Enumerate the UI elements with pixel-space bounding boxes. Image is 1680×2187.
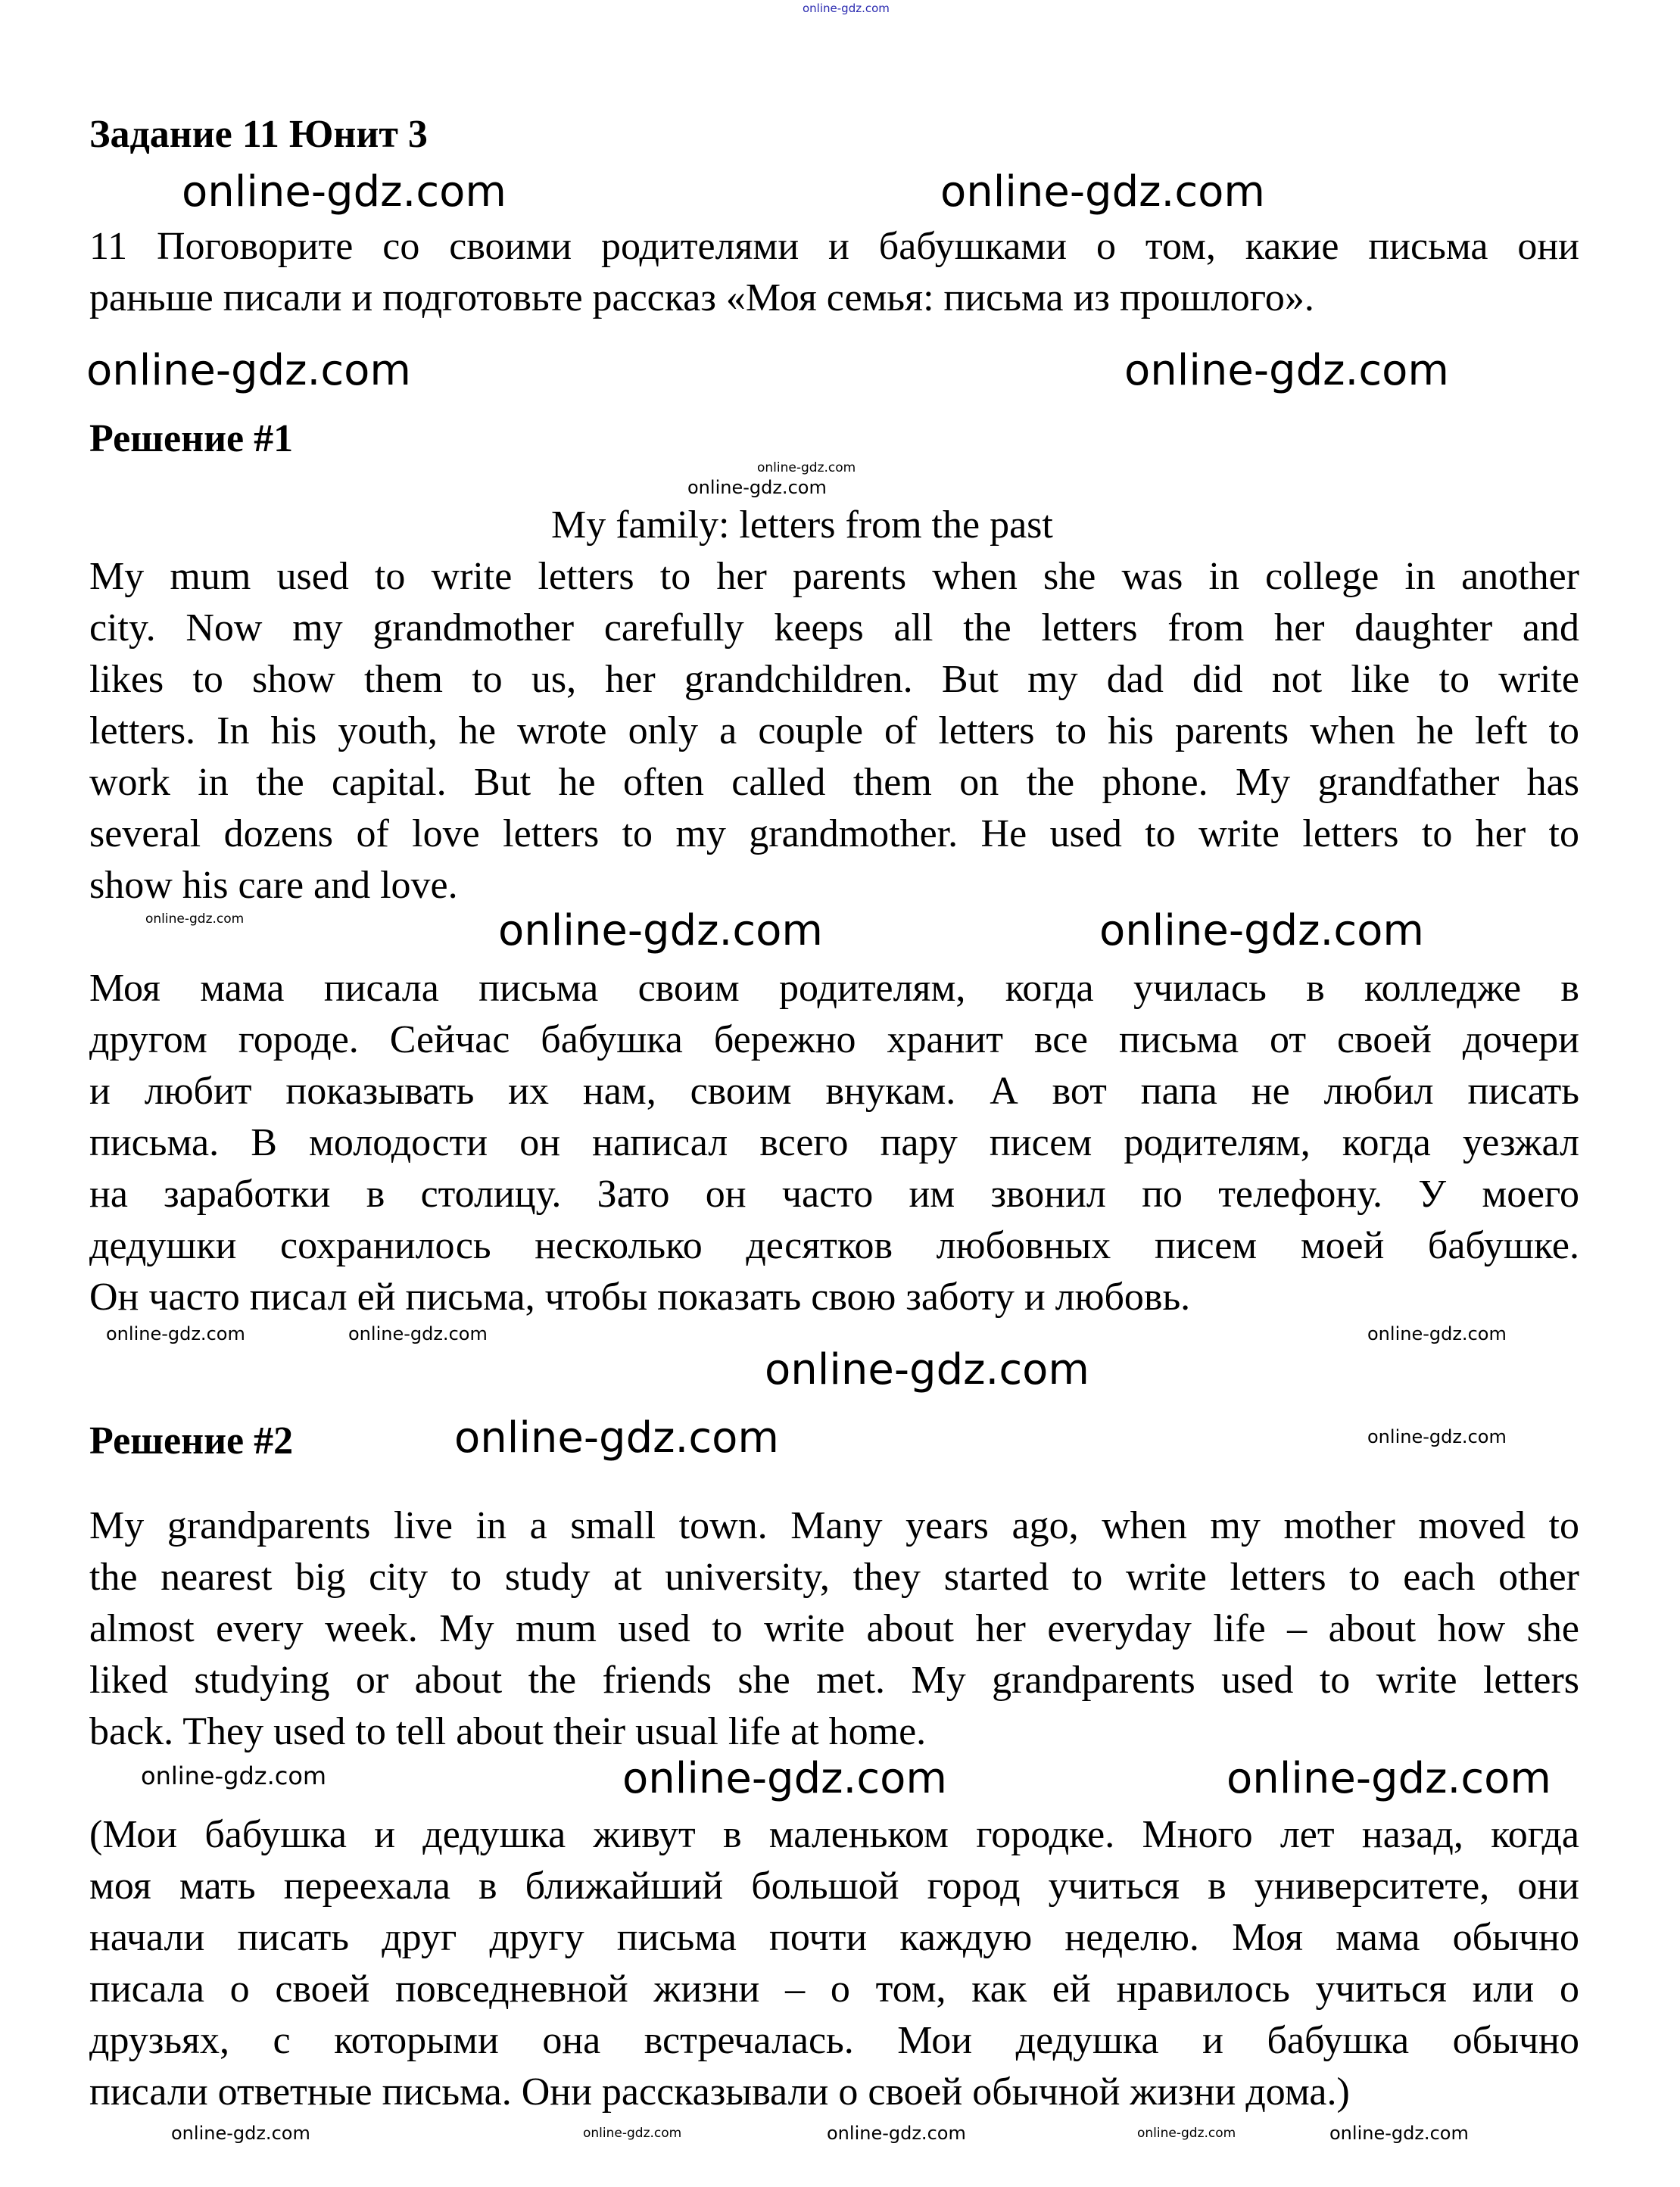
text-line: letters. In his youth, he wrote only a couple of letters to his parents when he left to	[89, 709, 1579, 752]
text-line: писали ответные письма. Они рассказывали о своей обычной жизни дома.)	[89, 2070, 1350, 2114]
watermark: online-gdz.com	[1329, 2123, 1469, 2144]
watermark: online-gdz.com	[622, 1754, 947, 1803]
watermark: online-gdz.com	[145, 911, 245, 927]
text-line: My mum used to write letters to her parents when she was in college in another	[89, 555, 1579, 598]
page-title: Задание 11 Юнит 3	[89, 113, 428, 156]
watermark: online-gdz.com	[1137, 2126, 1236, 2141]
watermark: online-gdz.com	[1124, 346, 1449, 395]
text-line: другом городе. Сейчас бабушка бережно хранит все письма от своей дочери	[89, 1018, 1579, 1061]
text-line: liked studying or about the friends she met. My grandparents used to write letters	[89, 1659, 1579, 1702]
text-line: друзьях, с которыми она встречалась. Мои дедушка и бабушка обычно	[89, 2019, 1579, 2062]
solution-2-heading: Решение #2	[89, 1419, 294, 1463]
watermark: online-gdz.com	[765, 1345, 1089, 1394]
text-line: several dozens of love letters to my grandmother. He used to write letters to her to	[89, 812, 1579, 855]
text-line: show his care and love.	[89, 864, 458, 907]
solution-1-subtitle: My family: letters from the past	[551, 503, 1053, 547]
text-line: моя мать переехала в ближайший большой город учиться в университете, они	[89, 1865, 1579, 1908]
text-line: work in the capital. But he often called them on the phone. My grandfather has	[89, 761, 1579, 804]
watermark: online-gdz.com	[498, 906, 823, 955]
solution-1-heading: Решение #1	[89, 417, 294, 460]
text-line: письма. В молодости он написал всего пару писем родителям, когда уезжал	[89, 1121, 1579, 1164]
text-line: Он часто писал ей письма, чтобы показать свою заботу и любовь.	[89, 1276, 1191, 1319]
text-line: likes to show them to us, her grandchildren. But my dad did not like to write	[89, 658, 1579, 701]
watermark: online-gdz.com	[1099, 906, 1424, 955]
watermark: online-gdz.com	[1367, 1323, 1507, 1344]
watermark: online-gdz.com	[141, 1762, 327, 1790]
watermark: online-gdz.com	[687, 477, 827, 498]
watermark: online-gdz.com	[940, 167, 1265, 217]
watermark: online-gdz.com	[1367, 1426, 1507, 1447]
watermark: online-gdz.com	[348, 1323, 488, 1344]
watermark: online-gdz.com	[454, 1413, 779, 1463]
text-line: city. Now my grandmother carefully keeps all the letters from her daughter and	[89, 606, 1579, 650]
watermark: online-gdz.com	[583, 2126, 682, 2141]
text-line: Моя мама писала письма своим родителям, когда училась в колледже в	[89, 967, 1579, 1010]
watermark: online-gdz.com	[182, 167, 506, 217]
text-line: писала о своей повседневной жизни – о том, как ей нравилось учиться или о	[89, 1967, 1579, 2011]
text-line: the nearest big city to study at university, they started to write letters to each other	[89, 1556, 1579, 1599]
site-watermark-top: online-gdz.com	[803, 2, 890, 15]
text-line: на заработки в столицу. Зато он часто им звонил по телефону. У моего	[89, 1173, 1579, 1216]
watermark: online-gdz.com	[827, 2123, 966, 2144]
task-line: раньше писали и подготовьте рассказ «Моя семья: письма из прошлого».	[89, 276, 1314, 319]
text-line: и любит показывать их нам, своим внукам. А вот папа не любил писать	[89, 1070, 1579, 1113]
text-line: My grandparents live in a small town. Many years ago, when my mother moved to	[89, 1504, 1579, 1547]
task-line: 11 Поговорите со своими родителями и бабушками о том, какие письма они	[89, 225, 1579, 268]
watermark: online-gdz.com	[1226, 1754, 1551, 1803]
text-line: дедушки сохранилось несколько десятков любовных писем моей бабушке.	[89, 1224, 1579, 1267]
text-line: (Мои бабушка и дедушка живут в маленьком городке. Много лет назад, когда	[89, 1813, 1579, 1856]
text-line: начали писать друг другу письма почти каждую неделю. Моя мама обычно	[89, 1916, 1579, 1959]
text-line: back. They used to tell about their usual life at home.	[89, 1710, 927, 1753]
watermark: online-gdz.com	[757, 460, 856, 475]
watermark: online-gdz.com	[86, 346, 411, 395]
watermark: online-gdz.com	[171, 2123, 310, 2144]
text-line: almost every week. My mum used to write about her everyday life – about how she	[89, 1607, 1579, 1650]
watermark: online-gdz.com	[106, 1323, 245, 1344]
